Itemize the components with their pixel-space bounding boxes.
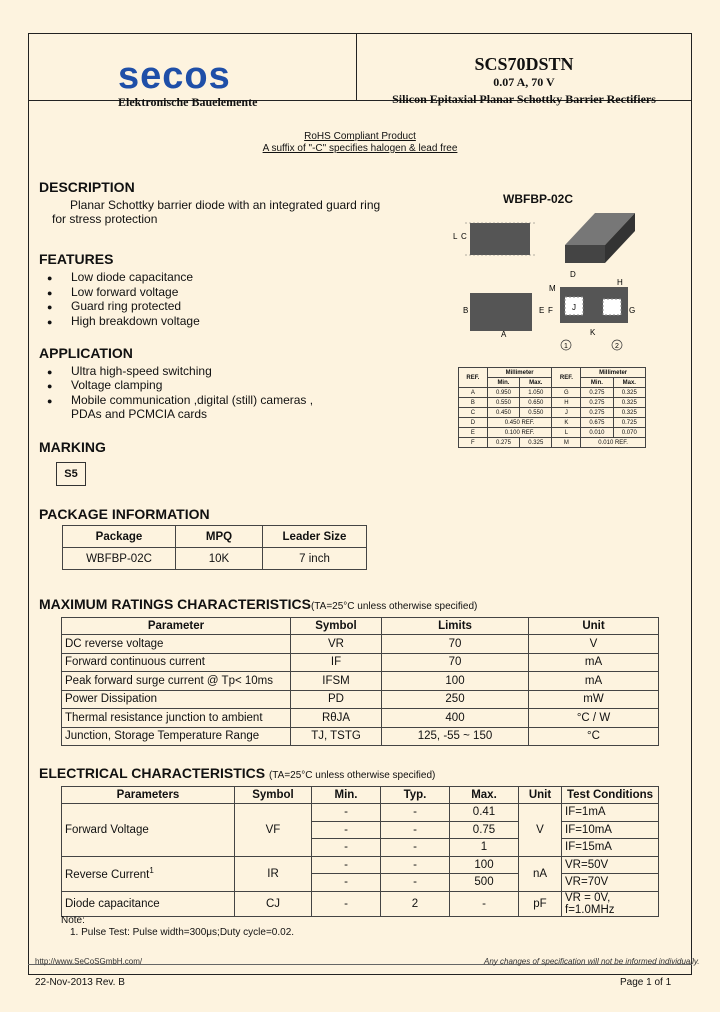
table-row bbox=[459, 418, 646, 428]
table-cell: mA bbox=[529, 653, 659, 672]
table-cell: RθJA bbox=[291, 709, 382, 728]
company-subtitle: Elektronische Bauelemente bbox=[118, 95, 258, 109]
footer-date: 22-Nov-2013 Rev. B bbox=[35, 977, 125, 988]
table-cell: - bbox=[312, 891, 381, 916]
table-cell: - bbox=[312, 839, 381, 857]
dim-label: L bbox=[453, 232, 458, 241]
table-cell: CJ bbox=[235, 891, 312, 916]
table-cell: M bbox=[552, 438, 581, 448]
table-cell: nA bbox=[519, 856, 562, 891]
footer-page: Page 1 of 1 bbox=[620, 977, 672, 988]
table-cell: Forward continuous current bbox=[62, 653, 291, 672]
table-header: Min. bbox=[581, 378, 613, 388]
table-header: Millimeter bbox=[581, 368, 646, 378]
table-header: Test Conditions bbox=[562, 787, 659, 804]
table-header: Max. bbox=[450, 787, 519, 804]
table-cell bbox=[62, 856, 235, 891]
table-cell: A bbox=[459, 388, 488, 398]
bullet-icon: ● bbox=[47, 317, 53, 327]
table-cell: - bbox=[381, 821, 450, 839]
table-header: Symbol bbox=[291, 618, 382, 635]
table-header: REF. bbox=[552, 368, 581, 388]
table-cell: IF=15mA bbox=[562, 839, 659, 857]
package-drawing bbox=[445, 205, 690, 355]
footer-url[interactable]: http://www.SeCoSGmbH.com/ bbox=[35, 957, 143, 966]
table-cell: H bbox=[552, 398, 581, 408]
table-cell: 0.325 bbox=[613, 398, 645, 408]
features-heading: FEATURES bbox=[39, 251, 114, 267]
table-row bbox=[62, 690, 659, 709]
table-cell: mW bbox=[529, 690, 659, 709]
package-info-heading: PACKAGE INFORMATION bbox=[39, 506, 210, 522]
marking-heading: MARKING bbox=[39, 439, 106, 455]
max-ratings-title: MAXIMUM RATINGS CHARACTERISTICS bbox=[39, 596, 311, 612]
table-cell: 0.010 bbox=[581, 428, 613, 438]
pad-2 bbox=[603, 299, 621, 315]
table-header: Typ. bbox=[381, 787, 450, 804]
table-row bbox=[459, 438, 646, 448]
table-cell: - bbox=[312, 821, 381, 839]
max-ratings-table bbox=[61, 617, 659, 746]
notes-title: Note: bbox=[61, 915, 85, 926]
note-1: 1. Pulse Test: Pulse width=300μs;Duty cycle=0.02. bbox=[70, 927, 295, 938]
table-cell: G bbox=[552, 388, 581, 398]
table-cell: 0.325 bbox=[520, 438, 552, 448]
table-cell: IF=10mA bbox=[562, 821, 659, 839]
table-cell: 0.010 REF. bbox=[581, 438, 646, 448]
table-cell: 0.325 bbox=[613, 408, 645, 418]
table-cell: 100 bbox=[382, 672, 529, 691]
table-cell: IF=1mA bbox=[562, 804, 659, 822]
table-cell: 1.050 bbox=[520, 388, 552, 398]
table-cell: 0.275 bbox=[581, 398, 613, 408]
dimensions-table bbox=[458, 367, 646, 448]
table-cell: F bbox=[459, 438, 488, 448]
dim-label: A bbox=[501, 330, 507, 339]
dim-label: H bbox=[617, 278, 623, 287]
table-cell: 7 inch bbox=[263, 548, 367, 570]
table-cell: VR = 0V, f=1.0MHz bbox=[562, 891, 659, 916]
part-number: SCS70DSTN bbox=[474, 54, 574, 74]
table-cell: 0.550 bbox=[520, 408, 552, 418]
table-cell: VR=50V bbox=[562, 856, 659, 874]
table-cell: V bbox=[529, 635, 659, 654]
table-header: Package bbox=[63, 526, 176, 548]
table-cell: D bbox=[459, 418, 488, 428]
table-row bbox=[62, 856, 659, 874]
electrical-condition: (TA=25°C unless otherwise specified) bbox=[268, 770, 436, 781]
table-cell: Forward Voltage bbox=[62, 804, 235, 857]
table-cell: DC reverse voltage bbox=[62, 635, 291, 654]
table-cell: IFSM bbox=[291, 672, 382, 691]
table-cell: 70 bbox=[382, 635, 529, 654]
dim-label: C bbox=[461, 232, 467, 241]
feature-item: High breakdown voltage bbox=[71, 314, 200, 328]
electrical-heading bbox=[39, 765, 435, 781]
dim-label: E bbox=[539, 306, 545, 315]
table-cell: VF bbox=[235, 804, 312, 857]
table-cell: 0.75 bbox=[450, 821, 519, 839]
table-cell: 1 bbox=[450, 839, 519, 857]
table-row bbox=[62, 891, 659, 916]
table-cell: 0.41 bbox=[450, 804, 519, 822]
table-cell: 0.100 REF. bbox=[487, 428, 552, 438]
dim-label: 2 bbox=[615, 343, 619, 350]
table-cell: 500 bbox=[450, 874, 519, 892]
table-cell: 0.950 bbox=[487, 388, 519, 398]
part-description: Silicon Epitaxial Planar Schottky Barrier Rectifiers bbox=[392, 92, 656, 106]
application-heading: APPLICATION bbox=[39, 345, 133, 361]
package-drawing-title: WBFBP-02C bbox=[503, 192, 574, 206]
halogen-notice: A suffix of "-C" specifies halogen & lead free bbox=[262, 143, 458, 154]
table-cell: 0.450 REF. bbox=[487, 418, 552, 428]
table-cell: 0.450 bbox=[487, 408, 519, 418]
dim-label: B bbox=[463, 306, 469, 315]
table-header: Max. bbox=[613, 378, 645, 388]
iso-front bbox=[565, 245, 605, 263]
table-cell: 0.550 bbox=[487, 398, 519, 408]
table-row bbox=[62, 635, 659, 654]
application-item: Ultra high-speed switching bbox=[71, 364, 212, 378]
table-cell: - bbox=[381, 804, 450, 822]
dim-label: F bbox=[548, 306, 553, 315]
table-cell: K bbox=[552, 418, 581, 428]
table-header: Unit bbox=[519, 787, 562, 804]
feature-item: Low forward voltage bbox=[71, 285, 179, 299]
table-header: Min. bbox=[312, 787, 381, 804]
bullet-icon: ● bbox=[47, 273, 53, 283]
feature-item: Low diode capacitance bbox=[71, 270, 194, 284]
description-line2: for stress protection bbox=[52, 212, 158, 226]
table-cell: L bbox=[552, 428, 581, 438]
side-view-body bbox=[470, 223, 530, 255]
table-row bbox=[62, 804, 659, 822]
table-header: Unit bbox=[529, 618, 659, 635]
table-cell: 125, -55 ~ 150 bbox=[382, 727, 529, 746]
application-item: Mobile communication ,digital (still) cameras , bbox=[71, 393, 314, 407]
company-logo: secos bbox=[118, 55, 231, 97]
bullet-icon: ● bbox=[47, 288, 53, 298]
dim-label: J bbox=[572, 303, 576, 312]
table-cell: 70 bbox=[382, 653, 529, 672]
table-header: Millimeter bbox=[487, 368, 552, 378]
table-cell: WBFBP-02C bbox=[63, 548, 176, 570]
table-cell: B bbox=[459, 398, 488, 408]
table-cell: J bbox=[552, 408, 581, 418]
electrical-title: ELECTRICAL CHARACTERISTICS bbox=[39, 765, 266, 781]
table-cell: 10K bbox=[176, 548, 263, 570]
table-cell: 0.070 bbox=[613, 428, 645, 438]
table-cell: IF bbox=[291, 653, 382, 672]
bullet-icon: ● bbox=[47, 396, 53, 406]
table-row bbox=[62, 727, 659, 746]
bullet-icon: ● bbox=[47, 381, 53, 391]
table-cell: V bbox=[519, 804, 562, 857]
table-cell: PD bbox=[291, 690, 382, 709]
marking-code: S5 bbox=[56, 462, 86, 486]
electrical-table bbox=[61, 786, 659, 917]
table-cell: 100 bbox=[450, 856, 519, 874]
table-row bbox=[459, 388, 646, 398]
table-header: Leader Size bbox=[263, 526, 367, 548]
table-cell: C bbox=[459, 408, 488, 418]
max-ratings-condition: (TA=25°C unless otherwise specified) bbox=[310, 601, 478, 612]
table-cell: °C / W bbox=[529, 709, 659, 728]
table-row bbox=[459, 408, 646, 418]
dim-label: M bbox=[549, 284, 556, 293]
table-cell: 0.725 bbox=[613, 418, 645, 428]
table-header: Parameters bbox=[62, 787, 235, 804]
table-cell: E bbox=[459, 428, 488, 438]
table-cell: Power Dissipation bbox=[62, 690, 291, 709]
bullet-icon: ● bbox=[47, 367, 53, 377]
table-cell: 250 bbox=[382, 690, 529, 709]
table-cell: Thermal resistance junction to ambient bbox=[62, 709, 291, 728]
table-cell: mA bbox=[529, 672, 659, 691]
table-header: REF. bbox=[459, 368, 488, 388]
table-cell: 0.275 bbox=[487, 438, 519, 448]
table-cell: - bbox=[312, 874, 381, 892]
table-cell: 0.650 bbox=[520, 398, 552, 408]
table-row bbox=[62, 709, 659, 728]
table-cell: Peak forward surge current @ Tp< 10ms bbox=[62, 672, 291, 691]
table-cell: IR bbox=[235, 856, 312, 891]
dim-label: K bbox=[590, 328, 596, 337]
max-ratings-heading bbox=[39, 596, 477, 612]
dim-label: D bbox=[570, 270, 576, 279]
rohs-notice: RoHS Compliant Product bbox=[304, 131, 416, 142]
table-header: Min. bbox=[487, 378, 519, 388]
table-cell: Junction, Storage Temperature Range bbox=[62, 727, 291, 746]
table-header: Symbol bbox=[235, 787, 312, 804]
table-header: Parameter bbox=[62, 618, 291, 635]
table-cell: VR=70V bbox=[562, 874, 659, 892]
table-cell: - bbox=[381, 856, 450, 874]
application-item: PDAs and PCMCIA cards bbox=[71, 407, 208, 421]
reverse-current-label: Reverse Current bbox=[65, 868, 150, 881]
table-cell: 0.675 bbox=[581, 418, 613, 428]
table-cell: Diode capacitance bbox=[62, 891, 235, 916]
footnote-marker: 1 bbox=[149, 866, 154, 876]
feature-item: Guard ring protected bbox=[71, 299, 182, 313]
table-cell: 2 bbox=[381, 891, 450, 916]
description-heading: DESCRIPTION bbox=[39, 179, 135, 195]
table-cell: - bbox=[381, 874, 450, 892]
table-row bbox=[62, 653, 659, 672]
table-row bbox=[62, 672, 659, 691]
table-row bbox=[459, 428, 646, 438]
table-cell: °C bbox=[529, 727, 659, 746]
description-line1: Planar Schottky barrier diode with an integrated guard ring bbox=[70, 198, 381, 212]
table-cell: VR bbox=[291, 635, 382, 654]
table-cell: 0.275 bbox=[581, 388, 613, 398]
table-header: MPQ bbox=[176, 526, 263, 548]
application-item: Voltage clamping bbox=[71, 378, 163, 392]
footer-disclaimer: Any changes of specification will not be informed individually. bbox=[484, 957, 700, 966]
table-header: Limits bbox=[382, 618, 529, 635]
table-cell: - bbox=[312, 804, 381, 822]
bullet-icon: ● bbox=[47, 302, 53, 312]
table-cell: 0.325 bbox=[613, 388, 645, 398]
table-cell: 400 bbox=[382, 709, 529, 728]
table-cell: - bbox=[450, 891, 519, 916]
package-info-table bbox=[62, 525, 367, 570]
table-cell: TJ, TSTG bbox=[291, 727, 382, 746]
dim-label: 1 bbox=[564, 343, 568, 350]
dim-label: G bbox=[629, 306, 636, 315]
part-rating: 0.07 A, 70 V bbox=[493, 75, 555, 89]
table-cell: pF bbox=[519, 891, 562, 916]
table-cell: - bbox=[381, 839, 450, 857]
table-cell: - bbox=[312, 856, 381, 874]
table-row bbox=[459, 398, 646, 408]
table-header: Max. bbox=[520, 378, 552, 388]
table-cell: 0.275 bbox=[581, 408, 613, 418]
top-view-body bbox=[470, 293, 532, 331]
